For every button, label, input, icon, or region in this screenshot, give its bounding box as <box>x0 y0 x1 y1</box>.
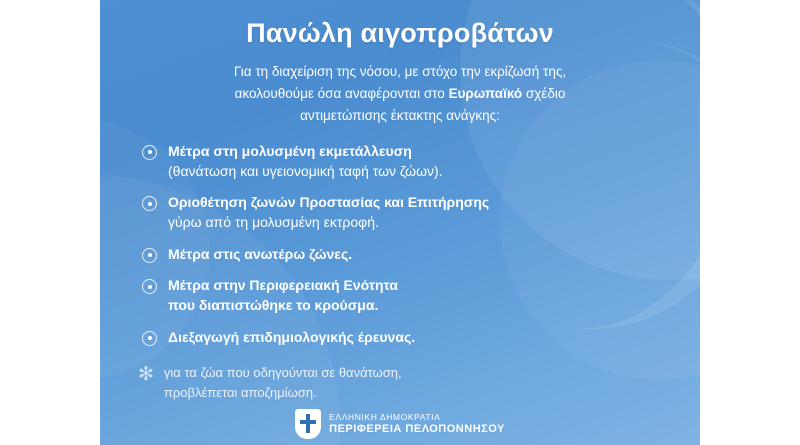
page-title: Πανώλη αιγοπροβάτων <box>246 18 554 48</box>
list-item <box>140 327 666 347</box>
list-item-title: Οριοθέτηση ζωνών Προστασίας και Επιτήρησης <box>168 194 490 211</box>
poster-content <box>100 0 700 403</box>
list-item <box>140 192 666 233</box>
footer-line-1: ΕΛΛΗΝΙΚΗ ΔΗΜΟΚΡΑΤΙΑ <box>329 411 441 422</box>
list-item-subtitle: γύρω από τη μολυσμένη εκτροφή. <box>168 214 379 231</box>
footer-text <box>329 413 505 435</box>
list-item-title: Διεξαγωγή επιδημιολογικής έρευνας. <box>168 328 416 345</box>
list-item-text <box>168 327 415 347</box>
bullet-dot-icon <box>142 331 157 346</box>
list-item-text <box>168 244 352 264</box>
intro-paragraph <box>142 61 658 127</box>
list-item-title: Μέτρα στη μολυσμένη εκμετάλλευση <box>168 142 412 159</box>
intro-line-1: Για τη διαχείριση της νόσου, με στόχο την εκρίζωσή της, <box>233 64 567 79</box>
list-item-subtitle: (θανάτωση και υγειονομική ταφή των ζώων). <box>168 162 443 179</box>
note-line-2: προβλέπεται αποζημίωση. <box>163 385 317 401</box>
list-item-title: Μέτρα στις ανωτέρω ζώνες. <box>168 245 353 262</box>
measures-list <box>140 141 666 347</box>
list-item-text <box>168 275 398 316</box>
poster-canvas <box>100 0 700 445</box>
bullet-dot-icon <box>142 248 157 263</box>
list-item <box>140 275 666 316</box>
note-line-1: για τα ζώα που οδηγούνται σε θανάτωση, <box>163 364 402 380</box>
bullet-dot-icon <box>142 145 157 160</box>
footer-line-2: ΠΕΡΙΦΕΡΕΙΑ ΠΕΛΟΠΟΝΝΗΣΟΥ <box>329 422 505 435</box>
list-item <box>140 244 666 264</box>
intro-line-2-suffix: σχέδιο <box>522 85 566 101</box>
list-item-title: Μέτρα στην Περιφερειακή Ενότητα <box>168 277 399 294</box>
footer <box>100 409 700 439</box>
bullet-dot-icon <box>142 279 157 294</box>
note-text <box>164 363 402 403</box>
list-item-text <box>168 192 489 233</box>
bullet-dot-icon <box>142 196 157 211</box>
intro-line-3: αντιμετώπισης έκτακτης ανάγκης: <box>300 107 500 123</box>
compensation-note <box>138 363 666 403</box>
list-item-text <box>168 141 443 182</box>
list-item <box>140 141 666 182</box>
intro-highlight: Ευρωπαϊκό <box>448 85 523 101</box>
intro-line-2-prefix: ακολουθούμε όσα αναφέρονται στο <box>234 85 449 101</box>
asterisk-icon: ✻ <box>138 363 154 385</box>
greek-crest-icon <box>295 409 321 439</box>
list-item-subtitle: που διαπιστώθηκε το κρούσμα. <box>168 297 379 314</box>
